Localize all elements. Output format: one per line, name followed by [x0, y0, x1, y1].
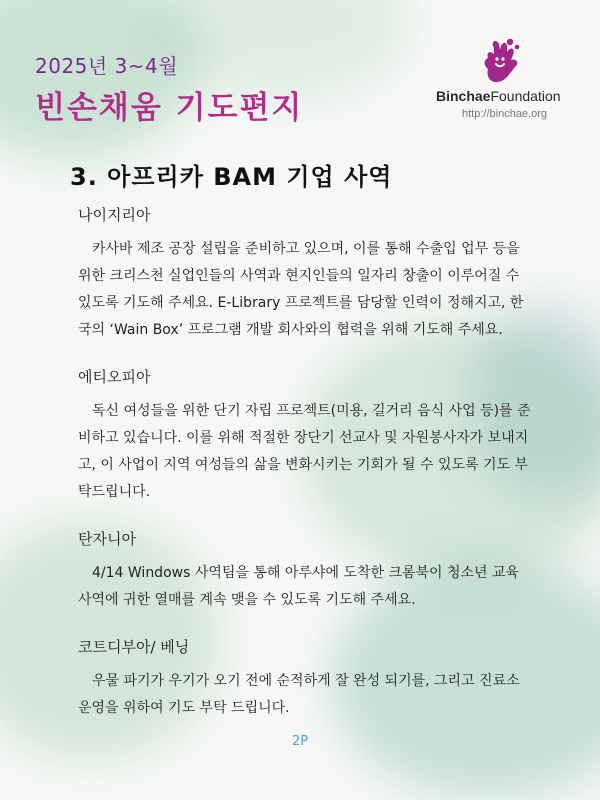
- region-block-tanzania: [78, 528, 534, 614]
- region-block-ethiopia: [78, 366, 534, 506]
- letter-date: 2025년 3~4월: [35, 54, 179, 78]
- region-text: 4/14 Windows 사역팀을 통해 아루샤에 도착한 크롬북이 청소년 교육 사역에 귀한 열매를 계속 맺을 수 있도록 기도해 주세요.: [78, 565, 520, 608]
- prayer-content: [78, 204, 534, 744]
- region-text: 우물 파기가 우기가 오기 전에 순적하게 잘 완성 되기를, 그리고 진료소 운영을 위하여 기도 부탁 드립니다.: [78, 673, 520, 716]
- region-text: 카사바 제조 공장 설립을 준비하고 있으며, 이를 통해 수출입 업무 등을 위한 크리스천 실업인들의 사역과 현지인들의 일자리 창출이 이루어질 수 있도록 기도해 주세요. E-Library 프로젝트를 담당할 인력이 정해지고, 한국의 ‘Wain Box’ 프로그램 개발 회사와의 협력을 위해 기도해 주세요.: [78, 241, 524, 338]
- page-number: 2P: [291, 734, 309, 749]
- region-block-cotedivoire-benin: [78, 636, 534, 722]
- region-name: 에티오피아: [78, 368, 151, 386]
- region-text: 독신 여성들을 위한 단기 자립 프로젝트(미용, 길거리 음식 사업 등)를 준비하고 있습니다. 이를 위해 적절한 장단기 선교사 및 자원봉사자가 보내지고, 이 사업이 지역 여성들의 삶을 변화시키는 기회가 될 수 있도록 기도 부탁드립니다.: [78, 403, 531, 500]
- region-block-nigeria: [78, 204, 534, 344]
- logo-wordmark: BinchaeFoundation: [436, 88, 561, 104]
- region-name: 탄자니아: [78, 530, 136, 548]
- section-title: 3. 아프리카 BAM 기업 사역: [70, 163, 393, 191]
- letter-title: 빈손채움 기도편지: [35, 90, 304, 126]
- binchae-logo[interactable]: [436, 36, 566, 122]
- region-name: 코트디부아/ 베닝: [78, 638, 190, 656]
- region-name: 나이지리아: [78, 206, 151, 224]
- logo-url[interactable]: http://binchae.org: [462, 108, 548, 120]
- hand-logo-icon: [480, 36, 524, 86]
